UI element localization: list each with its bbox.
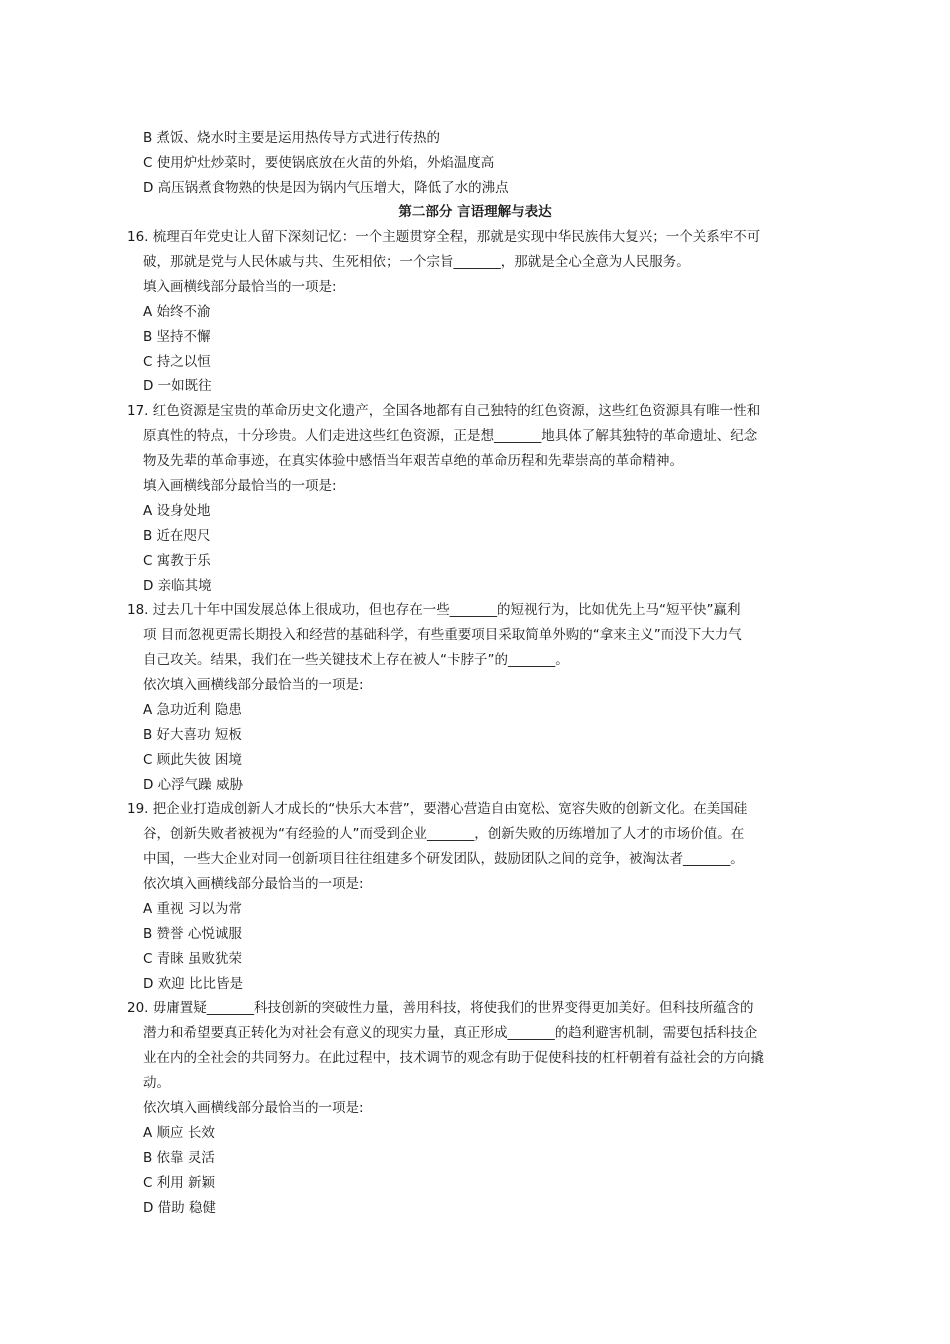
question-20-stem: 动。 — [143, 1075, 170, 1091]
section-title: 第二部分 言语理解与表达 — [398, 204, 552, 220]
question-20-stem: 业在内的全社会的共同努力。在此过程中，技术调节的观念有助于促使科技的杠杆朝着有益社会的方向撬 — [143, 1050, 764, 1066]
question-17-option-a: A 设身处地 — [143, 503, 211, 519]
question-16-option-c: C 持之以恒 — [143, 354, 211, 370]
question-17-stem: 17. 红色资源是宝贵的革命历史文化遗产，全国各地都有自己独特的红色资源，这些红色资源具有唯一性和 — [127, 403, 761, 419]
question-20-stem: 潜力和希望要真正转化为对社会有意义的现实力量，真正形成_______的趋利避害机制，需要包括科技企 — [143, 1025, 758, 1041]
question-18-option-a: A 急功近利 隐患 — [143, 702, 242, 718]
question-20-option-b: B 依靠 灵活 — [143, 1150, 215, 1166]
question-17-stem: 原真性的特点，十分珍贵。人们走进这些红色资源，正是想_______地具体了解其独特的革命遗址、纪念 — [143, 428, 758, 444]
question-18-stem: 自己攻关。结果，我们在一些关键技术上存在被人“卡脖子”的_______。 — [143, 652, 569, 668]
question-19-option-c: C 青睐 虽败犹荣 — [143, 951, 243, 967]
question-18-option-c: C 顾此失彼 困境 — [143, 752, 243, 768]
question-19-prompt: 依次填入画横线部分最恰当的一项是: — [143, 876, 364, 892]
question-19-option-a: A 重视 习以为常 — [143, 901, 242, 917]
question-17-option-c: C 寓教于乐 — [143, 553, 211, 569]
question-20-option-a: A 顺应 长效 — [143, 1125, 215, 1141]
question-17-stem: 物及先辈的革命事迹，在真实体验中感悟当年艰苦卓绝的革命历程和先辈崇高的革命精神。 — [143, 453, 683, 469]
question-17-prompt: 填入画横线部分最恰当的一项是: — [143, 478, 337, 494]
option-text: D 高压锅煮食物熟的快是因为锅内气压增大，降低了水的沸点 — [143, 180, 509, 196]
question-16-option-a: A 始终不渝 — [143, 304, 211, 320]
option-text: C 使用炉灶炒菜时，要使锅底放在火苗的外焰，外焰温度高 — [143, 155, 495, 171]
question-16-option-d: D 一如既往 — [143, 378, 212, 394]
question-16-stem: 16. 梳理百年党史让人留下深刻记忆：一个主题贯穿全程，那就是实现中华民族伟大复兴；一个关系牢不可 — [127, 229, 761, 245]
question-19-stem: 中国，一些大企业对同一创新项目往往组建多个研发团队，鼓励团队之间的竞争，被淘汰者_______。 — [143, 851, 744, 867]
question-16-prompt: 填入画横线部分最恰当的一项是: — [143, 279, 337, 295]
question-18-prompt: 依次填入画横线部分最恰当的一项是: — [143, 677, 364, 693]
question-20-option-c: C 利用 新颖 — [143, 1175, 216, 1191]
question-20-option-d: D 借助 稳健 — [143, 1200, 216, 1216]
question-18-option-b: B 好大喜功 短板 — [143, 727, 242, 743]
question-19-stem: 19. 把企业打造成创新人才成长的“快乐大本营”，要潜心营造自由宽松、宽容失败的创新文化。在美国硅 — [127, 801, 748, 817]
question-17-option-b: B 近在咫尺 — [143, 528, 211, 544]
question-19-option-d: D 欢迎 比比皆是 — [143, 976, 243, 992]
question-19-option-b: B 赞誉 心悦诚服 — [143, 926, 242, 942]
question-19-stem: 谷，创新失败者被视为“有经验的人”而受到企业_______，创新失败的历练增加了人才的市场价值。在 — [143, 826, 745, 842]
question-20-stem: 20. 毋庸置疑_______科技创新的突破性力量，善用科技，将使我们的世界变得更加美好。但科技所蕴含的 — [127, 1000, 754, 1016]
question-16-option-b: B 坚持不懈 — [143, 329, 211, 345]
option-text: B 煮饭、烧水时主要是运用热传导方式进行传热的 — [143, 130, 441, 146]
question-16-stem: 破，那就是党与人民休戚与共、生死相依；一个宗旨_______，那就是全心全意为人民服务。 — [143, 254, 690, 270]
question-18-stem: 18. 过去几十年中国发展总体上很成功，但也存在一些_______的短视行为，比如优先上马“短平快”赢利 — [127, 602, 741, 618]
question-18-stem: 项 目而忽视更需长期投入和经营的基础科学，有些重要项目采取简单外购的“拿来主义”而没下大力气 — [143, 627, 742, 643]
question-17-option-d: D 亲临其境 — [143, 578, 212, 594]
question-20-prompt: 依次填入画横线部分最恰当的一项是: — [143, 1100, 364, 1116]
question-18-option-d: D 心浮气躁 威胁 — [143, 777, 243, 793]
